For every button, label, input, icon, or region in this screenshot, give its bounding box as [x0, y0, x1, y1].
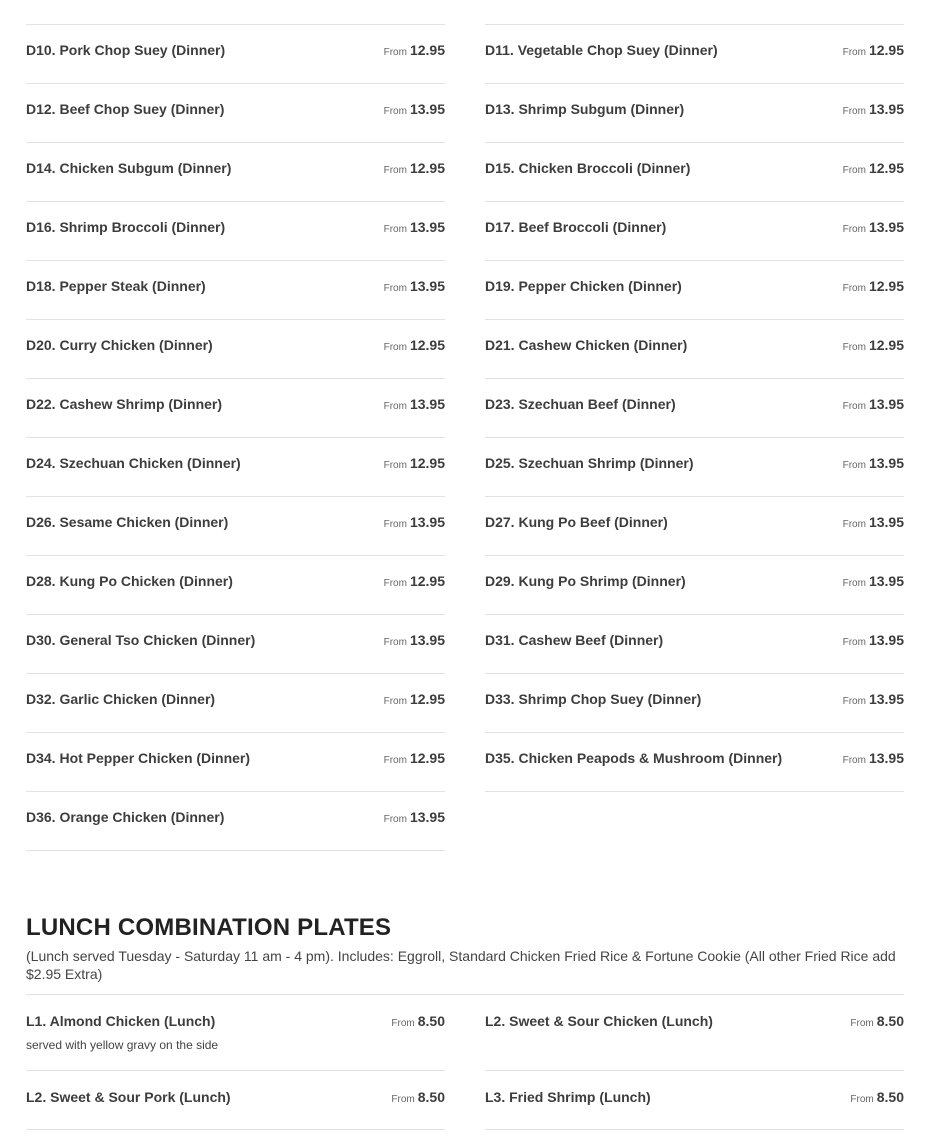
price-amount: 8.50	[876, 1013, 904, 1029]
menu-item-name: L2. Sweet & Sour Pork (Lunch)	[26, 1089, 231, 1105]
menu-item[interactable]	[26, 497, 445, 556]
price-amount: 13.95	[868, 691, 904, 707]
price-from-label: From	[383, 342, 407, 353]
price-amount: 12.95	[409, 455, 445, 471]
price-amount: 12.95	[409, 337, 445, 353]
price-from-label: From	[850, 1018, 874, 1029]
menu-item-description: served with yellow gravy on the side	[26, 1038, 219, 1052]
menu-item-price	[843, 337, 904, 355]
price-amount: 12.95	[409, 573, 445, 589]
menu-item-name: D31. Cashew Beef (Dinner)	[485, 632, 664, 648]
price-amount: 13.95	[868, 514, 904, 530]
menu-item-name: D18. Pepper Steak (Dinner)	[26, 278, 206, 294]
menu-item[interactable]	[485, 995, 904, 1071]
menu-item[interactable]	[26, 143, 445, 202]
menu-item-price	[384, 396, 445, 414]
price-from-label: From	[383, 401, 407, 412]
menu-item-name: D16. Shrimp Broccoli (Dinner)	[26, 219, 226, 235]
menu-item-price	[843, 632, 904, 650]
menu-item-price	[384, 101, 445, 119]
menu-item[interactable]	[485, 497, 904, 556]
menu-item-price	[384, 337, 445, 355]
menu-item-price	[843, 691, 904, 709]
menu-item[interactable]	[485, 202, 904, 261]
price-from-label: From	[842, 283, 866, 294]
price-from-label: From	[842, 755, 866, 766]
price-amount: 13.95	[409, 632, 445, 648]
menu-item-price	[384, 160, 445, 178]
menu-item-name: D12. Beef Chop Suey (Dinner)	[26, 101, 225, 117]
menu-item-name: D19. Pepper Chicken (Dinner)	[485, 278, 682, 294]
menu-item-name: L2. Sweet & Sour Chicken (Lunch)	[485, 1013, 713, 1029]
price-from-label: From	[842, 165, 866, 176]
price-from-label: From	[391, 1018, 415, 1029]
price-amount: 12.95	[409, 42, 445, 58]
price-amount: 13.95	[409, 101, 445, 117]
menu-item-name: D26. Sesame Chicken (Dinner)	[26, 514, 229, 530]
price-from-label: From	[383, 814, 407, 825]
menu-item-price	[384, 809, 445, 827]
section-title: LUNCH COMBINATION PLATES	[26, 914, 392, 941]
price-amount: 12.95	[409, 160, 445, 176]
menu-item[interactable]	[26, 0, 445, 25]
menu-item-price	[843, 750, 904, 768]
menu-item-price	[384, 42, 445, 60]
menu-item-name: L1. Almond Chicken (Lunch)	[26, 1013, 216, 1029]
menu-item[interactable]	[485, 25, 904, 84]
menu-item[interactable]	[26, 261, 445, 320]
menu-item-price	[391, 1013, 445, 1031]
price-from-label: From	[383, 755, 407, 766]
menu-item[interactable]	[26, 556, 445, 615]
menu-item-name: D33. Shrimp Chop Suey (Dinner)	[485, 691, 702, 707]
price-amount: 12.95	[868, 337, 904, 353]
price-from-label: From	[383, 106, 407, 117]
price-from-label: From	[842, 637, 866, 648]
menu-item-price	[843, 455, 904, 473]
menu-item-price	[843, 396, 904, 414]
menu-item-name: D35. Chicken Peapods & Mushroom (Dinner)	[485, 750, 783, 766]
menu-item-name: D11. Vegetable Chop Suey (Dinner)	[485, 42, 718, 58]
menu-item-name: D24. Szechuan Chicken (Dinner)	[26, 455, 241, 471]
menu-item-price	[843, 514, 904, 532]
price-amount: 13.95	[868, 101, 904, 117]
menu-item[interactable]	[26, 84, 445, 143]
menu-item[interactable]	[485, 615, 904, 674]
menu-item-price	[843, 42, 904, 60]
menu-item-name: D32. Garlic Chicken (Dinner)	[26, 691, 216, 707]
menu-item[interactable]	[485, 733, 904, 792]
menu-item-price	[843, 278, 904, 296]
menu-item[interactable]	[26, 615, 445, 674]
menu-item-name: D27. Kung Po Beef (Dinner)	[485, 514, 668, 530]
price-from-label: From	[383, 696, 407, 707]
price-from-label: From	[842, 696, 866, 707]
price-amount: 8.50	[417, 1013, 445, 1029]
menu-item-price	[843, 0, 904, 1]
menu-item[interactable]	[485, 84, 904, 143]
price-amount: 13.95	[409, 219, 445, 235]
menu-item-name: D17. Beef Broccoli (Dinner)	[485, 219, 667, 235]
price-from-label: From	[842, 401, 866, 412]
price-amount: 13.95	[868, 455, 904, 471]
lunch-menu-list	[26, 995, 904, 1130]
price-amount: 12.95	[868, 42, 904, 58]
price-amount: 8.50	[417, 1089, 445, 1105]
menu-item[interactable]	[26, 995, 445, 1071]
menu-item-name: L3. Fried Shrimp (Lunch)	[485, 1089, 651, 1105]
menu-item-name: D13. Shrimp Subgum (Dinner)	[485, 101, 685, 117]
menu-item[interactable]	[485, 674, 904, 733]
menu-item-name: D20. Curry Chicken (Dinner)	[26, 337, 213, 353]
menu-item[interactable]	[26, 1071, 445, 1130]
menu-item-price	[384, 0, 445, 1]
menu-item-price	[384, 750, 445, 768]
menu-item[interactable]	[26, 733, 445, 792]
menu-item[interactable]	[26, 674, 445, 733]
price-amount: 12.95	[868, 278, 904, 294]
menu-item-price	[384, 278, 445, 296]
dinner-menu-list	[26, 0, 904, 851]
price-amount: 12.95	[409, 691, 445, 707]
menu-item[interactable]	[26, 25, 445, 84]
price-from-label: From	[383, 283, 407, 294]
price-amount: 13.95	[868, 396, 904, 412]
menu-item[interactable]	[485, 143, 904, 202]
menu-item-name: D10. Pork Chop Suey (Dinner)	[26, 42, 226, 58]
menu-item-price	[843, 219, 904, 237]
menu-item[interactable]	[485, 438, 904, 497]
menu-item-name: D36. Orange Chicken (Dinner)	[26, 809, 225, 825]
price-amount: 13.95	[409, 278, 445, 294]
price-amount: 13.95	[409, 514, 445, 530]
price-amount: 12.95	[868, 160, 904, 176]
price-from-label: From	[391, 1094, 415, 1105]
price-amount: 13.95	[868, 750, 904, 766]
menu-item-name: D30. General Tso Chicken (Dinner)	[26, 632, 256, 648]
menu-item[interactable]	[26, 202, 445, 261]
menu-item-name: D34. Hot Pepper Chicken (Dinner)	[26, 750, 251, 766]
menu-item[interactable]	[26, 379, 445, 438]
menu-item[interactable]	[485, 556, 904, 615]
price-from-label: From	[842, 460, 866, 471]
menu-item-name: D15. Chicken Broccoli (Dinner)	[485, 160, 691, 176]
price-amount: 8.50	[876, 1089, 904, 1105]
menu-item-price	[843, 573, 904, 591]
menu-item-name: D23. Szechuan Beef (Dinner)	[485, 396, 676, 412]
price-amount: 13.95	[868, 573, 904, 589]
menu-item-name: D14. Chicken Subgum (Dinner)	[26, 160, 232, 176]
menu-item-price	[384, 219, 445, 237]
price-amount: 13.95	[868, 219, 904, 235]
menu-item-name: D22. Cashew Shrimp (Dinner)	[26, 396, 223, 412]
price-from-label: From	[850, 1094, 874, 1105]
menu-item-name: D21. Cashew Chicken (Dinner)	[485, 337, 688, 353]
price-from-label: From	[383, 224, 407, 235]
menu-item[interactable]	[26, 438, 445, 497]
menu-item[interactable]	[26, 792, 445, 851]
price-from-label: From	[383, 519, 407, 530]
price-from-label: From	[842, 578, 866, 589]
price-from-label: From	[842, 519, 866, 530]
menu-item[interactable]	[485, 379, 904, 438]
menu-item-price	[384, 691, 445, 709]
price-from-label: From	[383, 165, 407, 176]
menu-item-price	[843, 101, 904, 119]
menu-item[interactable]	[485, 261, 904, 320]
menu-item-price	[384, 573, 445, 591]
price-from-label: From	[842, 224, 866, 235]
menu-item-name: D28. Kung Po Chicken (Dinner)	[26, 573, 233, 589]
menu-item-price	[384, 632, 445, 650]
menu-item-price	[391, 1089, 445, 1107]
menu-item-name: D29. Kung Po Shrimp (Dinner)	[485, 573, 686, 589]
section-description: (Lunch served Tuesday - Saturday 11 am - 4 pm). Includes: Eggroll, Standard Chicken Fried Rice & Fortune Cookie (All other Fried Rice add $2.95 Extra)	[26, 948, 896, 982]
menu-item[interactable]	[485, 1071, 904, 1130]
menu-item[interactable]	[485, 320, 904, 379]
price-from-label: From	[842, 106, 866, 117]
price-amount: 13.95	[868, 632, 904, 648]
menu-item-price	[843, 160, 904, 178]
price-amount: 13.95	[409, 396, 445, 412]
price-from-label: From	[383, 637, 407, 648]
price-amount: 13.95	[409, 809, 445, 825]
menu-item-price	[384, 514, 445, 532]
price-from-label: From	[383, 460, 407, 471]
price-amount: 12.95	[409, 750, 445, 766]
menu-item[interactable]	[485, 0, 904, 25]
price-from-label: From	[383, 47, 407, 58]
menu-item-price	[850, 1013, 904, 1031]
menu-item[interactable]	[26, 320, 445, 379]
price-from-label: From	[842, 342, 866, 353]
menu-item-price	[384, 455, 445, 473]
menu-item-name: D25. Szechuan Shrimp (Dinner)	[485, 455, 694, 471]
price-from-label: From	[383, 578, 407, 589]
price-from-label: From	[842, 47, 866, 58]
menu-item-price	[850, 1089, 904, 1107]
